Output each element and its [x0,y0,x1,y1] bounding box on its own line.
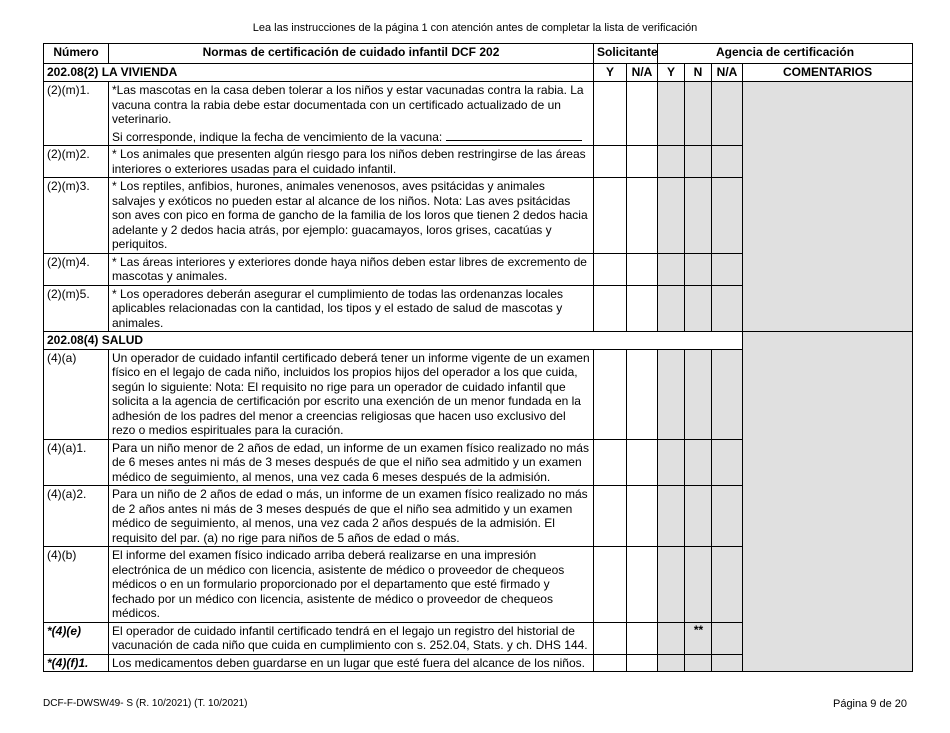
agency-n-checkbox[interactable] [685,82,712,146]
vaccine-date-field[interactable] [446,130,582,141]
comments-field-vivienda[interactable] [743,82,913,332]
agency-y-checkbox[interactable] [658,547,685,623]
agency-n-checkbox[interactable] [685,253,712,285]
header-normas: Normas de certificación de cuidado infantil DCF 202 [109,44,594,64]
agency-y-checkbox[interactable] [658,654,685,672]
row-text: * Las áreas interiores y exteriores donde haya niños deben estar libres de excremento de mascotas y animales. [109,253,594,285]
row-number: (4)(b) [44,547,109,623]
applicant-y-checkbox[interactable] [594,253,627,285]
row-text [109,82,594,146]
agency-na-checkbox[interactable] [712,82,743,146]
agency-y-checkbox[interactable] [658,253,685,285]
applicant-na-checkbox[interactable] [627,285,658,332]
agency-na-checkbox[interactable] [712,622,743,654]
row-number: (2)(m)3. [44,178,109,254]
section-row-vivienda [44,64,913,82]
agency-n-checkbox[interactable]: ** [685,622,712,654]
applicant-na-checkbox[interactable] [627,622,658,654]
agency-n-checkbox[interactable] [685,486,712,547]
applicant-na-checkbox[interactable] [627,253,658,285]
applicant-na-checkbox[interactable] [627,547,658,623]
agency-y-checkbox[interactable] [658,82,685,146]
comments-field-salud[interactable] [743,332,913,672]
agency-na-checkbox[interactable] [712,178,743,254]
row-number: (2)(m)4. [44,253,109,285]
applicant-na-checkbox[interactable] [627,486,658,547]
row-text: El operador de cuidado infantil certificado tendrá en el legajo un registro del historial de vacunación de cada niño que cuida en cumplimiento con s. 252.04, Stats. y ch. DHS 144. [109,622,594,654]
row-text: Un operador de cuidado infantil certificado deberá tener un informe vigente de un examen físico en el legajo de cada niño, incluidos los propios hijos del operador a los que cuida, según lo siguiente: Nota: El requisito no rige para un operador de cuidado infantil que solicita a la agencia de certificación por escrito una exención de un menor fundada en la adhesión de los padres del menor a creencias religiosas que hacen uso exclusivo del rezo o medios espirituales para la curación. [109,349,594,439]
agency-y-checkbox[interactable] [658,486,685,547]
col-agency-y: Y [658,64,685,82]
applicant-na-checkbox[interactable] [627,146,658,178]
section-title-salud: 202.08(4) SALUD [44,332,743,350]
row-text: * Los operadores deberán asegurar el cumplimiento de todas las ordenanzas locales aplicables relacionadas con la cantidad, los tipos y el estado de salud de mascotas y animales. [109,285,594,332]
col-agency-n: N [685,64,712,82]
row-number: (2)(m)1. [44,82,109,146]
agency-y-checkbox[interactable] [658,146,685,178]
header-row-1 [44,44,913,64]
row-number: *(4)(e) [44,622,109,654]
agency-na-checkbox[interactable] [712,654,743,672]
applicant-y-checkbox[interactable] [594,349,627,439]
verification-checklist-table [43,43,913,672]
agency-y-checkbox[interactable] [658,285,685,332]
row-text: Los medicamentos deben guardarse en un lugar que esté fuera del alcance de los niños. [109,654,594,672]
row-text: * Los reptiles, anfibios, hurones, animales venenosos, aves psitácidas y animales salvajes y exóticos no pueden estar al alcance de los niños. Nota: Las aves psitácidas son aves con pico en forma de gancho de la familia de los loros que tienen 2 dedos hacia adelante y 2 dedos hacia atrás, por ejemplo: guacamayos, loros grises, cacatúas y periquitos. [109,178,594,254]
header-solicitante: Solicitante [594,44,658,64]
agency-y-checkbox[interactable] [658,439,685,486]
agency-na-checkbox[interactable] [712,285,743,332]
row-number: (2)(m)2. [44,146,109,178]
table-row [44,82,913,146]
agency-na-checkbox[interactable] [712,439,743,486]
applicant-y-checkbox[interactable] [594,82,627,146]
row-text: Para un niño de 2 años de edad o más, un informe de un examen físico realizado no más de 2 años antes ni más de 3 meses después de que el niño sea admitido y un examen médico de seguimiento, al menos, una vez cada 2 años después de la admisión. El requisito del par. (a) no rige para niños de 5 años de edad o más. [109,486,594,547]
col-agency-na: N/A [712,64,743,82]
header-agencia: Agencia de certificación [658,44,913,64]
row-text: Para un niño menor de 2 años de edad, un informe de un examen físico realizado no más de 6 meses antes ni más de 3 meses después de que el niño sea admitido y un examen médico de seguimiento, al menos, una vez cada 6 meses después de la admisión. [109,439,594,486]
col-applicant-y: Y [594,64,627,82]
agency-na-checkbox[interactable] [712,349,743,439]
row-number: (4)(a) [44,349,109,439]
agency-n-checkbox[interactable] [685,654,712,672]
agency-na-checkbox[interactable] [712,486,743,547]
row-text: El informe del examen físico indicado arriba deberá realizarse en una impresión electrónica de un médico con licencia, asistente de médico o proveedor de chequeos médicos o en un formulario proporcionado por el departamento que esté firmado y fechado por un médico con licencia, asistente de médico o proveedor de chequeos médicos. [109,547,594,623]
agency-n-checkbox[interactable] [685,178,712,254]
agency-y-checkbox[interactable] [658,622,685,654]
applicant-y-checkbox[interactable] [594,654,627,672]
row-number: *(4)(f)1. [44,654,109,672]
applicant-na-checkbox[interactable] [627,178,658,254]
applicant-na-checkbox[interactable] [627,439,658,486]
agency-y-checkbox[interactable] [658,178,685,254]
row-text-main: *Las mascotas en la casa deben tolerar a los niños y estar vacunadas contra la rabia. La vacuna contra la rabia debe estar documentada con un certificado actualizado de un veterinario. [112,83,584,126]
agency-n-checkbox[interactable] [685,146,712,178]
applicant-y-checkbox[interactable] [594,178,627,254]
applicant-y-checkbox[interactable] [594,622,627,654]
row-number: (4)(a)2. [44,486,109,547]
row-number: (4)(a)1. [44,439,109,486]
applicant-y-checkbox[interactable] [594,547,627,623]
applicant-y-checkbox[interactable] [594,285,627,332]
applicant-na-checkbox[interactable] [627,82,658,146]
header-numero: Número [44,44,109,64]
applicant-na-checkbox[interactable] [627,654,658,672]
agency-n-checkbox[interactable] [685,349,712,439]
agency-n-checkbox[interactable] [685,285,712,332]
agency-n-checkbox[interactable] [685,439,712,486]
agency-na-checkbox[interactable] [712,547,743,623]
vaccine-date-label: Si corresponde, indique la fecha de vencimiento de la vacuna: [112,129,443,144]
row-text: * Los animales que presenten algún riesgo para los niños deben restringirse de las áreas interiores o exteriores usadas para el cuidado infantil. [109,146,594,178]
section-row-salud [44,332,913,350]
applicant-y-checkbox[interactable] [594,146,627,178]
agency-y-checkbox[interactable] [658,349,685,439]
agency-n-checkbox[interactable] [685,547,712,623]
page-instruction-note: Lea las instrucciones de la página 1 con atención antes de completar la lista de verificación [252,22,698,34]
applicant-na-checkbox[interactable] [627,349,658,439]
page-number: Página 9 de 20 [832,698,907,710]
section-title-vivienda: 202.08(2) LA VIVIENDA [44,64,594,82]
form-identifier: DCF-F-DWSW49- S (R. 10/2021) (T. 10/2021) [43,698,248,709]
row-text-secondary [112,130,590,145]
col-comentarios: COMENTARIOS [743,64,913,82]
agency-na-checkbox[interactable] [712,146,743,178]
col-applicant-na: N/A [627,64,658,82]
agency-na-checkbox[interactable] [712,253,743,285]
applicant-y-checkbox[interactable] [594,439,627,486]
row-number: (2)(m)5. [44,285,109,332]
applicant-y-checkbox[interactable] [594,486,627,547]
